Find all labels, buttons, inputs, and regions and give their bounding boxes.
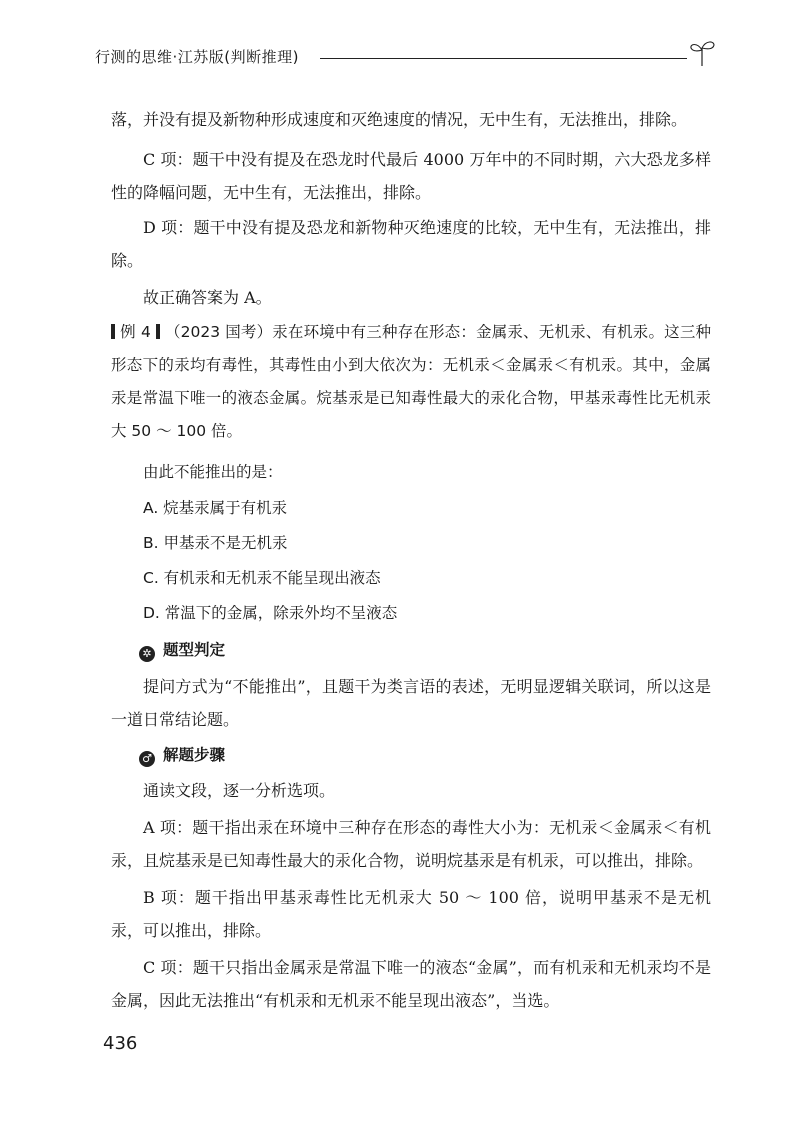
paragraph-option-c: C 项：题干中没有提及在恐龙时代最后 4000 万年中的不同时期，六大恐龙多样性的降幅问题，无中生有，无法推出，排除。 [111, 150, 711, 202]
header-rule [320, 58, 687, 59]
option-b: B. 甲基汞不是无机汞 [143, 534, 288, 552]
option-d: D. 常温下的金属，除汞外均不呈液态 [143, 604, 398, 622]
gear-icon: ✲ [139, 646, 155, 662]
paragraph-answer: 故正确答案为 A。 [143, 288, 272, 307]
option-c: C. 有机汞和无机汞不能呈现出液态 [143, 569, 381, 587]
example-label: 例 4 [120, 323, 151, 341]
example-bar-right [156, 324, 160, 339]
steps-intro: 通读文段，逐一分析选项。 [143, 781, 336, 800]
section-steps-title: 解题步骤 [163, 746, 226, 764]
example-bar-left [111, 324, 115, 339]
steps-option-b: B 项：题干指出甲基汞毒性比无机汞大 50 ～ 100 倍，说明甲基汞不是无机汞，可以推出，排除。 [111, 888, 711, 940]
steps-option-c: C 项：题干只指出金属汞是常温下唯一的液态“金属”，而有机汞和无机汞均不是金属，因此无法推出“有机汞和无机汞不能呈现出液态”，当选。 [111, 958, 711, 1010]
sprout-icon [687, 38, 717, 68]
section-type-heading [139, 633, 739, 667]
option-a: A. 烷基汞属于有机汞 [143, 499, 288, 517]
section-type-text: 提问方式为“不能推出”，且题干为类言语的表述，无明显逻辑关联词，所以这是一道日常结论题。 [111, 677, 711, 729]
example-body: （2023 国考）汞在环境中有三种存在形态：金属汞、无机汞、有机汞。这三种形态下的汞均有毒性，其毒性由小到大依次为：无机汞＜金属汞＜有机汞。其中，金属汞是常温下唯一的液态金属。烷基汞是已知毒性最大的汞化合物，甲基汞毒性比无机汞大 50 ～ 100 倍。 [111, 323, 711, 440]
page-header [95, 38, 717, 72]
section-type-title: 题型判定 [163, 641, 226, 659]
section-steps-heading [139, 738, 739, 772]
paragraph-option-d: D 项：题干中没有提及恐龙和新物种灭绝速度的比较，无中生有，无法推出，排除。 [111, 218, 711, 270]
paragraph-continuation: 落，并没有提及新物种形成速度和灭绝速度的情况，无中生有，无法推出，排除。 [111, 110, 688, 129]
header-title: 行测的思维·江苏版(判断推理) [95, 48, 299, 66]
page-number: 436 [103, 1033, 138, 1054]
example-question: 由此不能推出的是： [143, 463, 283, 481]
example-block [111, 316, 711, 448]
steps-icon: ♂ [139, 751, 155, 767]
steps-option-a: A 项：题干指出汞在环境中三种存在形态的毒性大小为：无机汞＜金属汞＜有机汞，且烷基汞是已知毒性最大的汞化合物，说明烷基汞是有机汞，可以推出，排除。 [111, 818, 711, 870]
